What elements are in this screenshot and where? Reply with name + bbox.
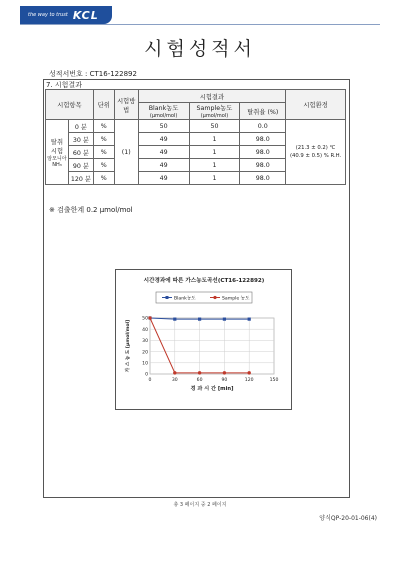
data-point <box>198 371 201 374</box>
item-name-line: NH₃ <box>52 161 62 168</box>
header-blank-label: Blank농도 <box>148 105 179 112</box>
plot-area <box>150 318 274 374</box>
removal-cell: 0.0 <box>240 120 286 133</box>
data-point <box>148 316 151 319</box>
kcl-logo <box>20 6 112 24</box>
y-tick-label: 30 <box>142 339 148 345</box>
table-row <box>46 120 346 133</box>
x-axis-label: 경 과 시 간 [min] <box>190 386 234 392</box>
time-cell: 0 분 <box>68 120 93 133</box>
unit-cell: % <box>93 172 114 185</box>
sample-cell: 1 <box>189 133 240 146</box>
header-environment: 시험환경 <box>286 90 346 120</box>
time-cell: 120 분 <box>68 172 93 185</box>
header-removal: 탈취율 (%) <box>240 103 286 120</box>
item-name-line: 시험 <box>50 147 64 155</box>
header-results: 시험결과 <box>138 90 286 103</box>
chart-svg <box>116 270 291 409</box>
unit-cell: % <box>93 146 114 159</box>
sample-cell: 1 <box>189 146 240 159</box>
item-name-cell <box>46 120 69 185</box>
x-tick-label: 30 <box>171 378 178 383</box>
header-unit: 단위 <box>93 90 114 120</box>
concentration-chart <box>115 269 292 410</box>
form-number: 양식QP-20-01-06(4) <box>319 515 377 522</box>
chart-title: 시간경과에 따른 가스농도곡선(CT16-122892) <box>143 278 265 284</box>
sample-cell: 1 <box>189 172 240 185</box>
removal-cell: 98.0 <box>240 172 286 185</box>
logo-brand: KCL <box>72 8 99 22</box>
page-info: 총 3 페이지 중 2 페이지 <box>173 502 227 508</box>
header-blank-unit: (μmol/mol) <box>149 113 178 119</box>
x-tick-label: 60 <box>196 378 203 383</box>
unit-cell: % <box>93 133 114 146</box>
x-tick-label: 0 <box>148 378 152 383</box>
method-cell: (1) <box>114 120 138 185</box>
header-blank <box>138 103 189 120</box>
header-item: 시험항목 <box>46 90 94 120</box>
environment-humidity: (40.9 ± 0.5) % R.H. <box>289 153 342 159</box>
data-point <box>248 371 251 374</box>
y-axis-label: 가 스 농 도 [μmol/mol] <box>126 319 131 373</box>
header-method: 시험방법 <box>114 90 138 120</box>
y-tick-label: 10 <box>142 361 148 367</box>
x-tick-label: 120 <box>244 378 254 383</box>
y-tick-label: 20 <box>142 350 148 356</box>
time-cell: 60 분 <box>68 146 93 159</box>
document-title: 시험성적서 <box>144 38 256 60</box>
data-point <box>223 318 226 321</box>
data-point <box>173 371 176 374</box>
unit-cell: % <box>93 120 114 133</box>
y-tick-label: 0 <box>145 372 148 378</box>
y-tick-label: 40 <box>142 327 148 333</box>
results-table <box>45 89 346 185</box>
header-sample <box>189 103 240 120</box>
x-tick-label: 150 <box>269 378 279 383</box>
item-name-line: 암모니아 <box>47 155 67 162</box>
removal-cell: 98.0 <box>240 146 286 159</box>
unit-cell: % <box>93 159 114 172</box>
data-point <box>198 318 201 321</box>
environment-cell <box>286 120 346 185</box>
item-name-line: 탈취 <box>50 138 64 146</box>
blank-cell: 50 <box>138 120 189 133</box>
legend-marker <box>213 296 216 299</box>
legend-label: Blank농도 <box>174 296 196 302</box>
header-sample-label: Sample농도 <box>196 105 233 112</box>
y-tick-label: 50 <box>142 316 148 322</box>
blank-cell: 49 <box>138 146 189 159</box>
legend-marker <box>166 296 169 299</box>
data-point <box>248 318 251 321</box>
header-divider <box>20 24 380 25</box>
logo-tagline: the way to trust <box>28 12 68 18</box>
section-title: 7. 시험결과 <box>46 81 82 89</box>
blank-cell: 49 <box>138 172 189 185</box>
removal-cell: 98.0 <box>240 133 286 146</box>
time-cell: 30 분 <box>68 133 93 146</box>
data-point <box>173 318 176 321</box>
sample-cell: 50 <box>189 120 240 133</box>
sample-cell: 1 <box>189 159 240 172</box>
data-point <box>223 371 226 374</box>
detection-limit-note: ※ 검출한계 0.2 μmol/mol <box>49 206 133 214</box>
report-number: 성적서번호 : CT16-122892 <box>49 70 137 78</box>
environment-temperature: (21.3 ± 0.2) ℃ <box>295 145 336 151</box>
blank-cell: 49 <box>138 133 189 146</box>
time-cell: 90 분 <box>68 159 93 172</box>
legend-label: Sample 농도 <box>222 296 250 302</box>
blank-cell: 49 <box>138 159 189 172</box>
removal-cell: 98.0 <box>240 159 286 172</box>
header-sample-unit: (μmol/mol) <box>200 113 229 119</box>
x-tick-label: 90 <box>221 378 228 383</box>
